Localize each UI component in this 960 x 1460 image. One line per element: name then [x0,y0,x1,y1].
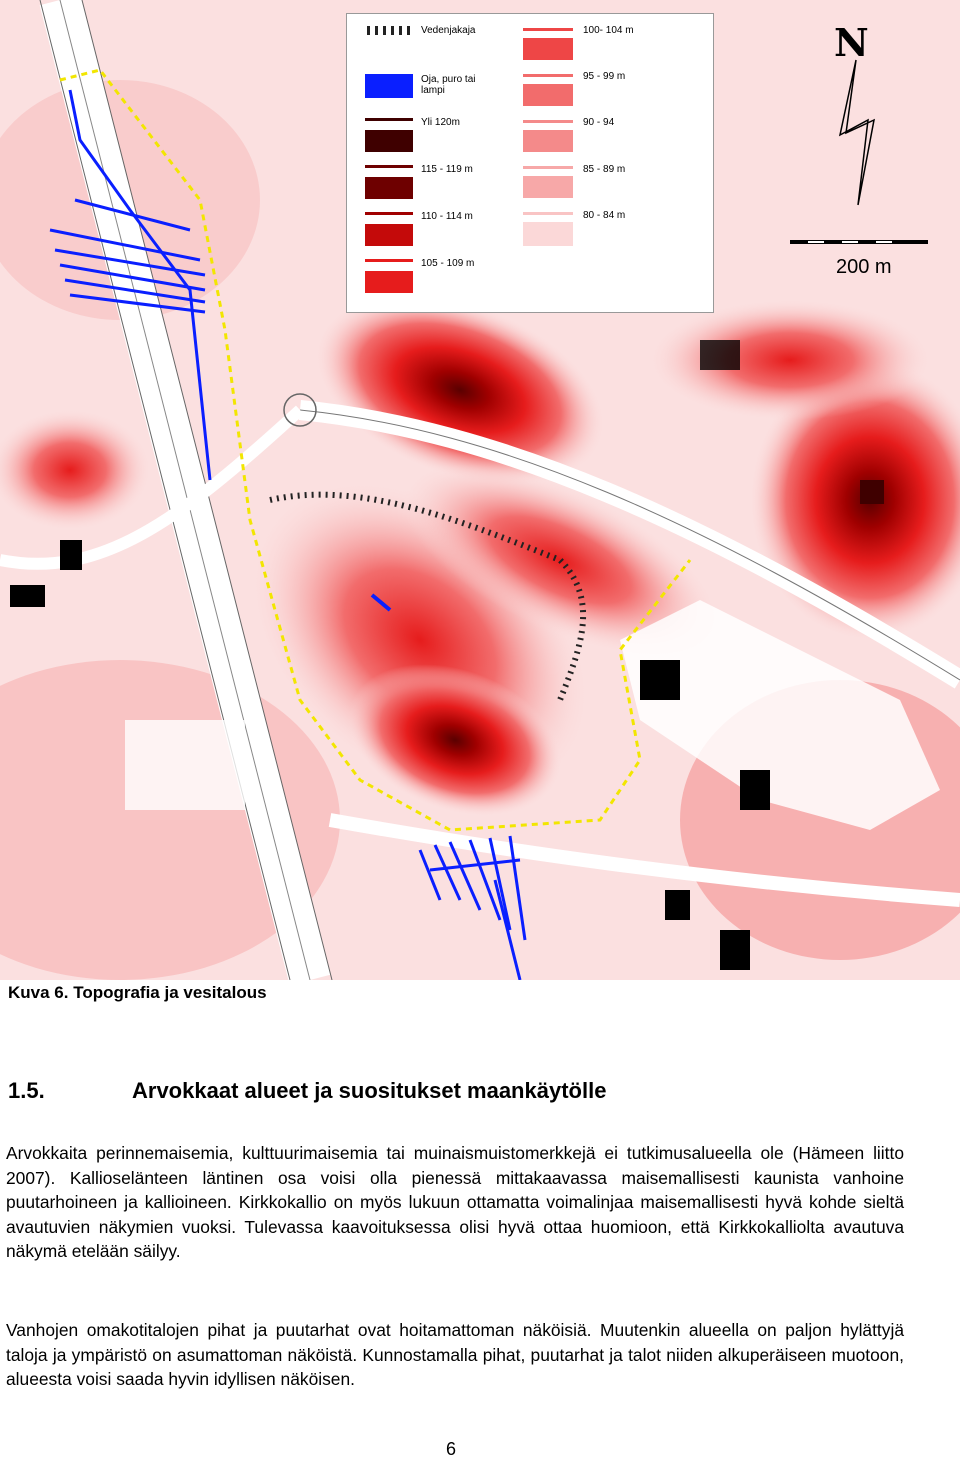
elev-swatch-line [523,212,573,215]
elev-swatch [523,38,573,60]
watershed-swatch [367,26,413,35]
ridge-northeast [650,300,930,420]
elev-swatch-line [523,28,573,31]
elev-swatch-line [365,259,413,262]
scale-bar-segment [808,241,824,243]
elev-swatch [523,176,573,198]
building [10,585,45,607]
elev-swatch-line [365,118,413,121]
elev-swatch-line [523,166,573,169]
parking-area [125,720,245,810]
legend-label: 85 - 89 m [583,164,626,175]
legend-label: 110 - 114 m [421,211,473,222]
elev-swatch-line [523,120,573,123]
elev-swatch [523,130,573,152]
scale-bar-segment [876,241,892,243]
legend-label: Yli 120m [421,117,460,128]
building [700,340,740,370]
elev-swatch-line [365,212,413,215]
paragraph: Arvokkaita perinnemaisemia, kulttuurimaisemia tai muinaismuistomerkkejä ei tutkimusalueella ole (Hämeen liitto 2007). Kallioselänteen läntinen osa voisi olla pienessä mittakaavassa maisemallisesti kaunista vanhoine puutarhoineen ja kallioineen. Kirkkokallio on myös lukuun ottamatta voimalinjaa maisemallisesti hyvä kohde sieltä avautuvien näkymien vuoksi. Tulevassa kaavoituksessa olisi hyvä ottaa huomioon, että Kirkkokalliolta avautuva näkymä etelään säilyy. [6,1143,904,1261]
section-title: Arvokkaat alueet ja suositukset maankäytölle [132,1078,607,1103]
elev-swatch [365,224,413,246]
elev-swatch-line [365,165,413,168]
building [740,770,770,810]
map-legend [346,13,714,313]
legend-label: Vedenjakaja [421,25,476,36]
legend-label: 115 - 119 m [421,164,473,175]
section-number: 1.5. [8,1078,45,1103]
legend-label: 100- 104 m [583,25,634,36]
legend-label: 90 - 94 [583,117,615,128]
building [720,930,750,970]
elev-swatch [365,177,413,199]
legend-label: 95 - 99 m [583,71,626,82]
building [60,540,82,570]
north-label: N [834,20,869,65]
elev-swatch [523,84,573,106]
hill-summit [860,480,884,504]
legend-label: 80 - 84 m [583,210,626,221]
elev-swatch [523,222,573,246]
page-number: 6 [446,1439,457,1459]
elev-swatch [365,271,413,293]
scale-label: 200 m [836,256,892,278]
legend-label: 105 - 109 m [421,258,475,269]
scale-bar-segment [842,241,858,243]
figure-caption: Kuva 6. Topografia ja vesitalous [8,983,267,1002]
elev-swatch [365,130,413,152]
legend-label: Oja, puro tai lampi [421,74,476,96]
elev-swatch-line [523,74,573,77]
water-swatch [365,74,413,98]
building [640,660,680,700]
building [665,890,690,920]
paragraph: Vanhojen omakotitalojen pihat ja puutarhat ovat hoitamattoman näköisiä. Muutenkin alueella on paljon hylättyjä taloja ja ympäristö on asumattoman näköistä. Kunnostamalla pihat, puutarhat ja talot niiden alkuperäiseen muotoon, alueesta voisi saada hyvin idyllisen näköisen. [6,1320,904,1389]
section-heading [8,1078,606,1104]
